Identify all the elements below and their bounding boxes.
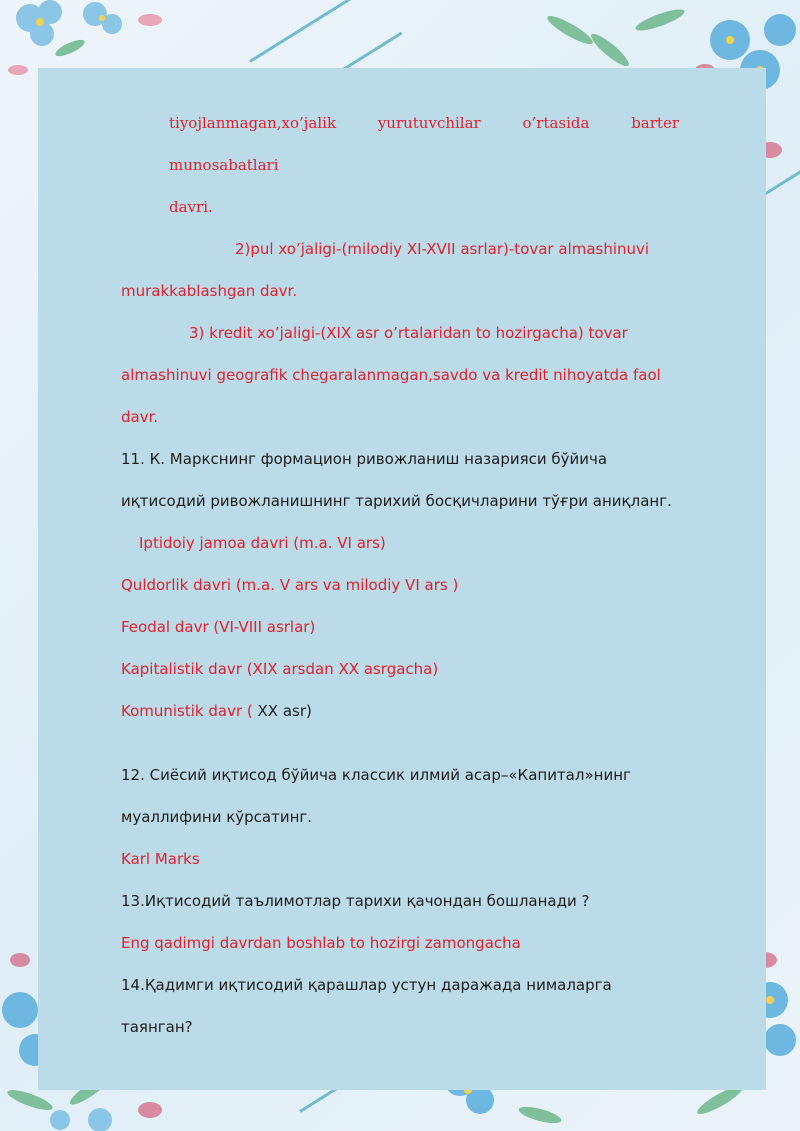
question-14-cont: таянган?: [121, 1018, 193, 1036]
answer-13: Eng qadimgi davrdan boshlab to hozirgi zamongacha: [121, 934, 521, 952]
question-12: 12. Сиёсий иқтисод бўйича классик илмий асар–«Капитал»нинг: [121, 766, 631, 784]
answer-line: murakkablashgan davr.: [121, 282, 298, 300]
answer-11-item: Quldorlik davri (m.a. V ars va milodiy VI ars ): [121, 576, 459, 594]
answer-line: tiyojlanmagan,xo’jalik yurutuvchilar o’rtasida barter munosabatlari: [169, 114, 679, 174]
answer-11-item-dark: XX asr): [252, 702, 312, 720]
answer-11-item: Feodal davr (VI-VIII asrlar): [121, 618, 316, 636]
answer-line: 3) kredit xo’jaligi-(XIX asr o’rtalaridan to hozirgacha) tovar: [189, 324, 628, 342]
question-11: 11. К. Маркснинг формацион ривожланиш назарияси бўйича: [121, 450, 608, 468]
answer-11-item: [121, 690, 679, 732]
question-14: 14.Қадимги иқтисодий қарашлар устун даражада нималарга: [121, 976, 612, 994]
answer-11-item: Iptidoiy jamoa davri (m.a. VI ars): [139, 534, 386, 552]
question-11-cont: иқтисодий ривожланишнинг тарихий босқичларини тўғри аниқланг.: [121, 492, 672, 510]
answer-line: davr.: [121, 408, 159, 426]
decor-line: [249, 0, 378, 63]
answer-line: 2)pul xo’jaligi-(milodiy XI-XVII asrlar)-tovar almashinuvi: [235, 240, 650, 258]
answer-11-item-red: Komunistik davr (: [121, 702, 253, 720]
answer-12: Karl Marks: [121, 850, 200, 868]
answer-line: davri.: [169, 198, 213, 216]
answer-line: almashinuvi geografik chegaralanmagan,savdo va kredit nihoyatda faol: [121, 366, 661, 384]
answer-11-item: Kapitalistik davr (XIX arsdan XX asrgacha): [121, 660, 439, 678]
spacer: [121, 732, 679, 754]
document-body: [121, 102, 679, 1048]
question-13: 13.Иқтисодий таълимотлар тарихи қачондан бошланади ?: [121, 892, 590, 910]
question-12-cont: муаллифини кўрсатинг.: [121, 808, 313, 826]
